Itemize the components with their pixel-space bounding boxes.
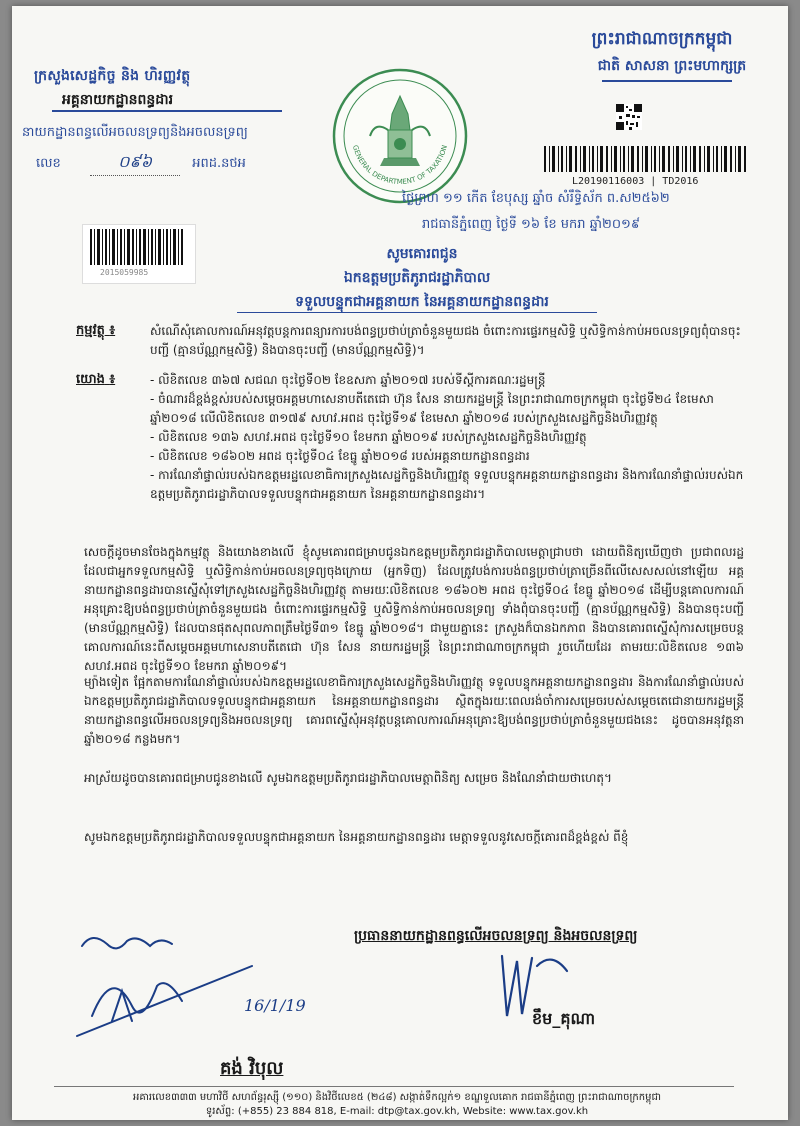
- body-paragraph-2: ម្យ៉ាងទៀត ផ្អែកតាមការណែនាំផ្ទាល់របស់ឯកឧត្តមរដ្ឋលេខាធិការក្រសួងសេដ្ឋកិច្ចនិងហិរញ្ញវត្ថុ ទទួលបន្ទុកអគ្គនាយកដ្ឋានពន្ធដារ និងការណែនាំផ្ទាល់របស់ឯកឧត្តមប្រតិភូរាជរដ្ឋាភិបាលទទួលបន្ទុកជាអគ្គនាយក នៃអគ្គនាយកដ្ឋានពន្ធដារ ស្ថិតក្នុងរយៈពេលរង់ចាំការសម្រេចរបស់សម្តេចតេជោនាយករដ្ឋមន្ត្រី នាយកដ្ឋានពន្ធលើអចលនទ្រព្យនិងអចលនទ្រព្យ គោរពស្នើសុំអនុវត្តបន្តគោលការណ៍អនុគ្រោះឱ្យបង់ពន្ធប្រថាប់ត្រាចំនួនមួយជងនេះ ដូចបានអនុវត្តនាឆ្នាំ២០១៨ កន្លងមក។: [84, 675, 744, 746]
- barcode-right-number: L20190116003 | TD2016: [572, 176, 699, 187]
- motto: ជាតិ សាសនា ព្រះមហាក្សត្រ: [597, 58, 747, 74]
- references-list: [150, 371, 750, 504]
- reference-number: ០៩៦: [90, 151, 180, 176]
- signer-left-name: គង់ វិបុល: [220, 1058, 284, 1079]
- reference-item: - លិខិតលេខ ១៣៦ សហវ.អពដ ចុះថ្ងៃទី១០ ខែមករា ឆ្នាំ២០១៩ របស់ក្រសួងសេដ្ឋកិច្ចនិងហិរញ្ញវត្ថុ: [150, 430, 587, 444]
- footer-divider: [54, 1086, 734, 1087]
- reference-line: [36, 151, 246, 176]
- department-name: នាយកដ្ឋានពន្ធលើអចលនទ្រព្យនិងអចលនទ្រព្យ: [22, 125, 248, 140]
- addressee-subtitle: ទទួលបន្ទុកជាអគ្គនាយក នៃអគ្គនាយកដ្ឋានពន្ធដារ: [295, 294, 549, 310]
- subject-label: [76, 322, 115, 341]
- subject-label-text: កម្មវត្ថុ: [76, 323, 105, 338]
- motto-divider: [602, 80, 732, 82]
- signer-right-name: ខឹម_គុណា: [532, 1009, 596, 1028]
- footer-contact: ទូរស័ព្ទ: (+855) 23 884 818, E-mail: dtp@tax.gov.kh, Website: www.tax.gov.kh: [205, 1106, 589, 1117]
- body-paragraph-4: សូមឯកឧត្តមប្រតិភូរាជរដ្ឋាភិបាលទទួលបន្ទុកជាអគ្គនាយក នៃអគ្គនាយកដ្ឋានពន្ធដារ មេត្តាទទួលនូវសេចក្តីគោរពដ៏ខ្ពង់ខ្ពស់ ពីខ្ញុំ: [84, 830, 629, 844]
- body-paragraph-1: សេចក្តីដូចមានចែងក្នុងកម្មវត្ថុ និងយោងខាងលើ ខ្ញុំសូមគោរពជម្រាបជូនឯកឧត្តមប្រតិភូរាជរដ្ឋាភិបាលមេត្តាជ្រាបថា ដោយពិនិត្យឃើញថា ប្រជាពលរដ្ឋដែលជាអ្នកទទួលកម្មសិទ្ធិ ឬសិទ្ធិកាន់កាប់អចលនទ្រព្យចុងក្រោយ (អ្នកទិញ) ដែលត្រូវបង់ការបង់ពន្ធប្រថាប់ត្រាច្រើនពីលើសេសសល់នៅឡើយ អគ្គនាយកដ្ឋានពន្ធដារបានស្នើសុំទៅក្រសួងសេដ្ឋកិច្ចនិងហិរញ្ញវត្ថុ តាមរយៈលិខិតលេខ ១៨៦០២ អពដ ចុះថ្ងៃទី០៤ ខែធ្នូ ឆ្នាំ២០១៨ ដើម្បីបន្តគោលការណ៍អនុគ្រោះឱ្យបង់ពន្ធប្រថាប់ត្រាចំនួនមួយជង ចំពោះការផ្ទេរកម្មសិទ្ធិ ឬសិទ្ធិកាន់កាប់អចលនទ្រព្យ ទាំងពុំបានចុះបញ្ជី (គ្មានប័ណ្ណកម្មសិទ្ធិ) និងបានចុះបញ្ជី (មានប័ណ្ណកម្មសិទ្ធិ) ដែលបានផុតសុពលភាពត្រឹមថ្ងៃទី៣១ ខែធ្នូ ឆ្នាំ២០១៨។ ជាមួយគ្នានេះ ក្រសួងក៏បានឯកភាព និងបានគោរពស្នើសុំការសម្រេចបន្តគោលការណ៍នេះពីសម្តេចអគ្គមហាសេនាបតីតេជោ ហ៊ុន សែន នាយករដ្ឋមន្ត្រី នៃព្រះរាជាណាចក្រកម្ពុជា រួចហើយដែរ តាមរយៈលិខិតលេខ ១៣៦ សហវ.អពដ ចុះថ្ងៃទី១០ ខែមករា ឆ្នាំ២០១៩។: [84, 545, 744, 673]
- subject-separator: ៖: [109, 323, 116, 338]
- ministry-name: ក្រសួងសេដ្ឋកិច្ច និង ហិរញ្ញវត្ថុ: [34, 68, 191, 84]
- reference-item: - ចំណារដ៏ខ្ពង់ខ្ពស់របស់សម្តេចអគ្គមហាសេនាបតីតេជោ ហ៊ុន សែន នាយករដ្ឋមន្ត្រី នៃព្រះរាជាណាចក្រកម្ពុជា ចុះថ្ងៃទី២៤ ខែមេសា ឆ្នាំ២០១៨ លើលិខិតលេខ ៣១៧៩ សហវ.អពដ ចុះថ្ងៃទី១៩ ខែមេសា ឆ្នាំ២០១៨ របស់ក្រសួងសេដ្ឋកិច្ចនិងហិរញ្ញវត្ថុ: [150, 392, 714, 425]
- references-label: [76, 371, 115, 390]
- gdt-seal-icon: [330, 66, 470, 206]
- reference-item: - លិខិតលេខ ១៨៦០២ អពដ ចុះថ្ងៃទី០៤ ខែធ្នូ ឆ្នាំ២០១៨ របស់អគ្គនាយកដ្ឋានពន្ធដារ: [150, 449, 530, 463]
- barcode-left-icon: [90, 229, 185, 265]
- references-separator: ៖: [109, 372, 116, 387]
- seal-caption: GENERAL DEPARTMENT OF TAXATION: [350, 144, 450, 187]
- salutation: សូមគោរពជូន: [386, 246, 458, 262]
- addressee-title: ឯកឧត្តមប្រតិភូរាជរដ្ឋាភិបាល: [343, 270, 491, 286]
- body-paragraph-3: អាស្រ័យដូចបានគោរពជម្រាបជូនខាងលើ សូមឯកឧត្តមប្រតិភូរាជរដ្ឋាភិបាលមេត្តាពិនិត្យ សម្រេច និងណែនាំជាយថាហេតុ។: [84, 771, 612, 785]
- reference-item: - លិខិតលេខ ៣៦៧ សជណ ចុះថ្ងៃទី០២ ខែឧសភា ឆ្នាំ២០១៧ របស់ទីស្តីការគណៈរដ្ឋមន្ត្រី: [150, 373, 546, 387]
- handwritten-signature-left-icon: [72, 926, 332, 1056]
- letter-page: [12, 6, 788, 1120]
- subject-text: សំណើសុំគោលការណ៍អនុវត្តបន្តការពន្យារការបង់ពន្ធប្រថាប់ត្រាចំនួនមួយជង ចំពោះការផ្ទេរកម្មសិទ្ធិ ឬសិទ្ធិកាន់កាប់អចលនទ្រព្យពុំបានចុះបញ្ជី (គ្មានប័ណ្ណកម្មសិទ្ធិ) និងបានចុះបញ្ជី (មានប័ណ្ណកម្មសិទ្ធិ)។: [150, 324, 741, 357]
- footer-address: អគារលេខ៣៣៣ មហាវិថី សហព័ន្ធរុស្ស៊ី (១១០) និងវិថីលេខ៥ (២៤៨) សង្កាត់ទឹកល្អក់១ ខណ្ឌទួលគោក រាជធានីភ្នំពេញ ព្រះរាជាណាចក្រកម្ពុជា: [132, 1092, 661, 1103]
- references-label-text: យោង: [76, 372, 105, 387]
- kingdom-title: ព្រះរាជាណាចក្រកម្ពុជា: [591, 29, 733, 49]
- gdt-name: អគ្គនាយកដ្ឋានពន្ធដារ: [62, 92, 174, 108]
- date-lunar: ថ្ងៃព្រហ ១១ កើត ខែបុស្ស ឆ្នាំច សំរឹទ្ធិស័ក ព.ស២៥៦២: [402, 191, 670, 206]
- reference-suffix: អពដ.នថអ: [192, 156, 246, 171]
- barcode-left-number: 2015059985: [100, 268, 149, 277]
- addressee-underline: [237, 312, 597, 313]
- gdt-underline: [52, 110, 282, 112]
- reference-label: លេខ: [36, 156, 61, 171]
- barcode-right-icon: [544, 146, 748, 172]
- handwritten-date: 16/1/19: [244, 996, 306, 1015]
- signatory-title: ប្រធាននាយកដ្ឋានពន្ធលើអចលនទ្រព្យ និងអចលនទ្រព្យ: [354, 928, 638, 944]
- qr-code-icon: [616, 104, 642, 130]
- reference-item: - ការណែនាំផ្ទាល់របស់ឯកឧត្តមរដ្ឋលេខាធិការក្រសួងសេដ្ឋកិច្ចនិងហិរញ្ញវត្ថុ ទទួលបន្ទុកអគ្គនាយកដ្ឋានពន្ធដារ និងការណែនាំផ្ទាល់របស់ឯកឧត្តមប្រតិភូរាជរដ្ឋាភិបាលទទួលបន្ទុកជាអគ្គនាយក នៃអគ្គនាយកដ្ឋានពន្ធដារ។: [150, 468, 744, 501]
- date-solar: រាជធានីភ្នំពេញ ថ្ងៃទី ១៦ ខែ មករា ឆ្នាំ២០១៩: [422, 217, 641, 232]
